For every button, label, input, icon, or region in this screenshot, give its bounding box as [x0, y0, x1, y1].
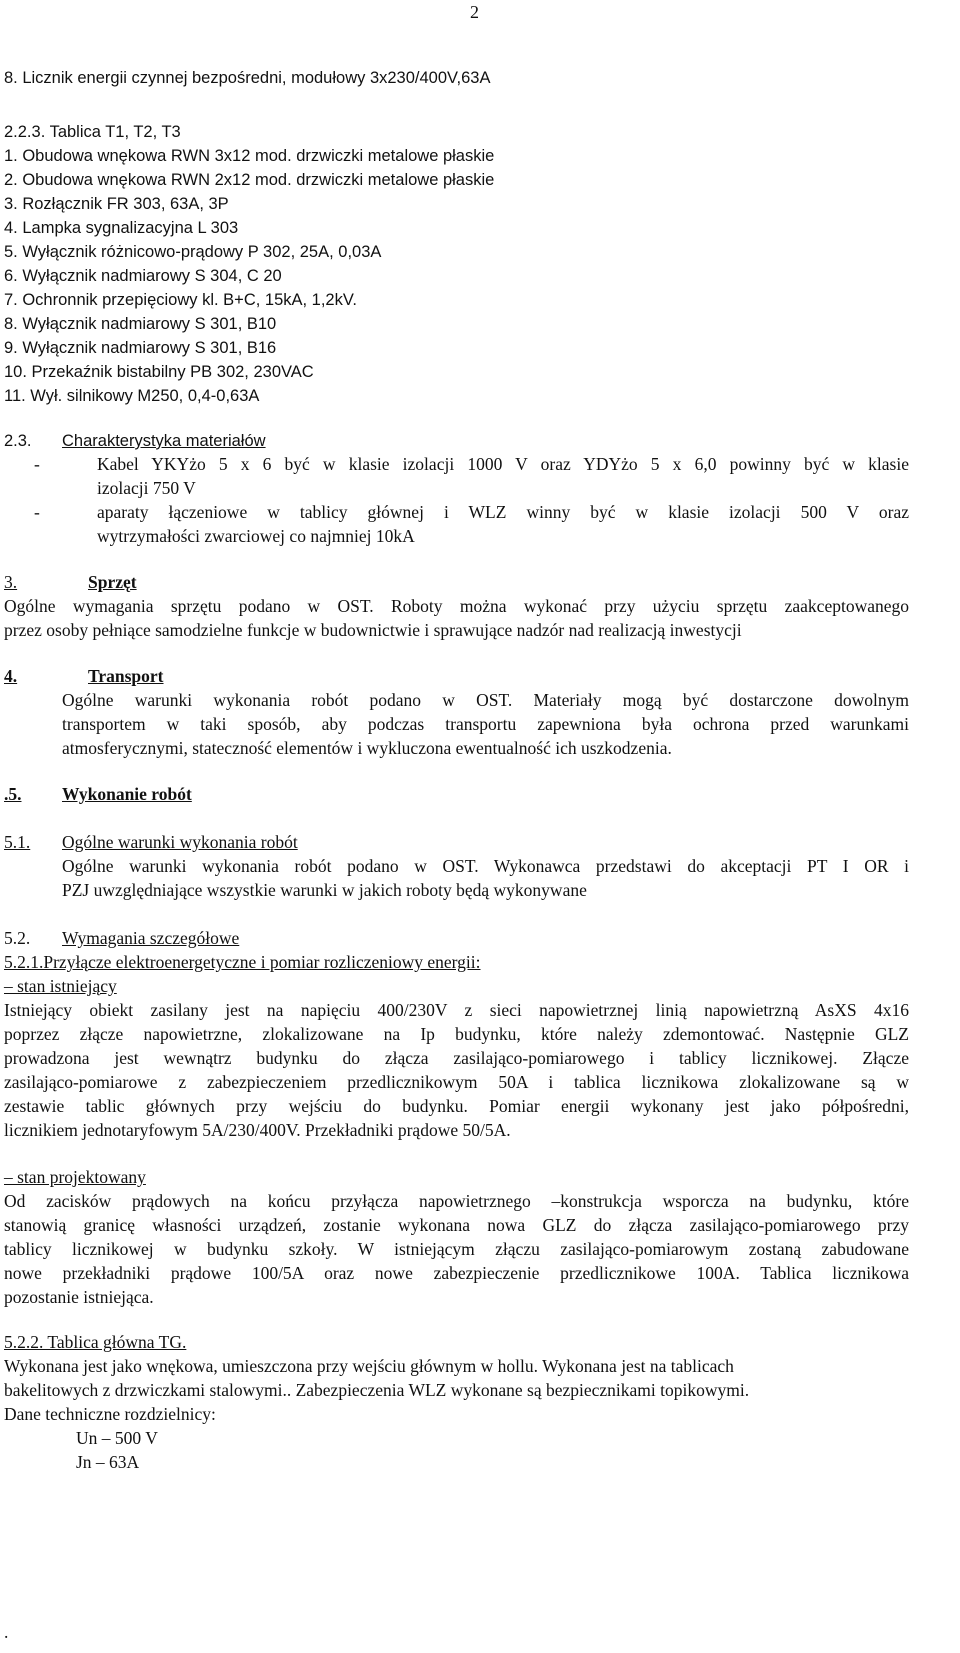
- bullet-text: aparaty łączeniowe w tablicy głównej i WLZ winny być w klasie izolacji 500 V oraz: [97, 502, 909, 522]
- section-5-2-2-title: 5.2.2. Tablica główna TG.: [4, 1332, 187, 1352]
- section-number: 5.1.: [4, 832, 31, 852]
- bullet-text: izolacji 750 V: [97, 478, 196, 498]
- spec-un: Un – 500 V: [76, 1428, 158, 1448]
- paragraph-line: licznikiem jednotaryfowym 5A/230/400V. Przekładniki prądowe 50/5A.: [4, 1120, 511, 1140]
- paragraph-line: prowadzona jest wewnątrz budynku do złącza zasilająco-pomiarowego i tablicy licznikowej. Złącze: [4, 1048, 909, 1068]
- section-title: Wykonanie robót: [62, 784, 192, 804]
- bullet-text: wytrzymałości zwarciowej co najmniej 10kA: [97, 526, 415, 546]
- page-number: 2: [470, 2, 479, 22]
- paragraph-line: Od zacisków prądowych na końcu przyłącza napowietrznego –konstrukcja wsporcza na budynku, które: [4, 1191, 909, 1211]
- list-item: 10. Przekaźnik bistabilny PB 302, 230VAC: [4, 363, 314, 381]
- paragraph-line: Ogólne warunki wykonania robót podano w OST. Materiały mogą być dostarczone dowolnym: [62, 690, 909, 710]
- paragraph-line: nowe przekładniki prądowe 100/5A oraz nowe zabezpieczenie przedlicznikowe 100A. Tablica licznikowa: [4, 1263, 909, 1283]
- paragraph-line: zestawie tablic głównych przy wejściu do budynku. Pomiar energii wykonany jest jako półpośredni,: [4, 1096, 909, 1116]
- list-item: 9. Wyłącznik nadmiarowy S 301, B16: [4, 339, 277, 357]
- section-3-heading: [4, 570, 137, 594]
- list-item: 1. Obudowa wnękowa RWN 3x12 mod. drzwiczki metalowe płaskie: [4, 147, 495, 165]
- list-item: 4. Lampka sygnalizacyjna L 303: [4, 219, 239, 237]
- bullet-dash: -: [34, 454, 40, 474]
- section-number: 3.: [4, 572, 18, 592]
- section-2-3-heading: [4, 428, 266, 453]
- spec-jn: Jn – 63A: [76, 1452, 140, 1472]
- paragraph-line: Wykonana jest jako wnękowa, umieszczona przy wejściu głównym w hollu. Wykonana jest na tablicach: [4, 1356, 734, 1376]
- section-4-heading: [4, 664, 164, 688]
- list-item: 11. Wył. silnikowy M250, 0,4-0,63A: [4, 387, 260, 405]
- paragraph-line: Ogólne warunki wykonania robót podano w OST. Wykonawca przedstawi do akceptacji PT I OR i: [62, 856, 909, 876]
- section-title: Wymagania szczegółowe: [62, 928, 240, 948]
- paragraph-line: transportem w taki sposób, aby podczas transportu zapewniona była ochrona przed warunkami: [62, 714, 909, 734]
- section-5-2-heading: [4, 926, 239, 950]
- subheading-projected: – stan projektowany: [4, 1167, 146, 1187]
- paragraph-line: Dane techniczne rozdzielnicy:: [4, 1404, 216, 1424]
- list-item: 7. Ochronnik przepięciowy kl. B+C, 15kA, 1,2kV.: [4, 291, 357, 309]
- paragraph-line: przez osoby pełniące samodzielne funkcje w budownictwie i sprawujące nadzór nad realizacją inwestycji: [4, 620, 742, 640]
- paragraph-line: Istniejący obiekt zasilany jest na napięciu 400/230V z sieci napowietrznej linią napowietrzną AsXS 4x16: [4, 1000, 909, 1020]
- paragraph-line: Ogólne wymagania sprzętu podano w OST. Roboty można wykonać przy użyciu sprzętu zaakceptowanego: [4, 596, 909, 616]
- paragraph-line: PZJ uwzględniające wszystkie warunki w jakich roboty będą wykonywane: [62, 880, 587, 900]
- section-5-2-1-title: 5.2.1.Przyłącze elektroenergetyczne i pomiar rozliczeniowy energii:: [4, 952, 481, 972]
- section-number: .5.: [4, 784, 22, 804]
- footer-dot: .: [4, 1622, 9, 1642]
- section-title: Charakterystyka materiałów: [62, 432, 266, 450]
- subheading-existing: – stan istniejący: [4, 976, 117, 996]
- paragraph-line: zasilająco-pomiarowe z zabezpieczeniem przedlicznikowym 50A i tablica licznikowa zlokalizowane są w: [4, 1072, 909, 1092]
- list-item: 3. Rozłącznik FR 303, 63A, 3P: [4, 195, 229, 213]
- list-item: 5. Wyłącznik różnicowo-prądowy P 302, 25A, 0,03A: [4, 243, 382, 261]
- section-title: Sprzęt: [88, 572, 137, 592]
- paragraph-line: tablicy licznikowej w budynku szkoły. W istniejącym złączu zasilająco-pomiarowym zostaną zabudowane: [4, 1239, 909, 1259]
- item-8-meter: 8. Licznik energii czynnej bezpośredni, modułowy 3x230/400V,63A: [4, 69, 491, 87]
- section-number: 4.: [4, 666, 18, 686]
- paragraph-line: pozostanie istniejąca.: [4, 1287, 154, 1307]
- bullet-text: Kabel YKYżo 5 x 6 być w klasie izolacji 1000 V oraz YDYżo 5 x 6,0 powinny być w klasie: [97, 454, 909, 474]
- paragraph-line: atmosferycznymi, stateczność elementów i wykluczona ewentualność ich uszkodzenia.: [62, 738, 672, 758]
- paragraph-line: bakelitowych z drzwiczkami stalowymi.. Zabezpieczenia WLZ wykonane są bezpiecznikami topikowymi.: [4, 1380, 750, 1400]
- section-number: 2.3.: [4, 432, 32, 450]
- section-title: Ogólne warunki wykonania robót: [62, 832, 298, 852]
- list-item: 6. Wyłącznik nadmiarowy S 304, C 20: [4, 267, 282, 285]
- section-2-2-3-title: 2.2.3. Tablica T1, T2, T3: [4, 123, 181, 141]
- list-item: 8. Wyłącznik nadmiarowy S 301, B10: [4, 315, 277, 333]
- paragraph-line: poprzez złącze napowietrzne, zlokalizowane na Ip budynku, które należy zdemontować. Następnie GLZ: [4, 1024, 909, 1044]
- section-title: Transport: [88, 666, 164, 686]
- paragraph-line: stanowią granicę własności urządzeń, zostanie wykonana nowa GLZ do złącza zasilająco-pomiarowego przy: [4, 1215, 909, 1235]
- bullet-dash: -: [34, 502, 40, 522]
- section-5-heading: [4, 782, 192, 806]
- list-item: 2. Obudowa wnękowa RWN 2x12 mod. drzwiczki metalowe płaskie: [4, 171, 495, 189]
- section-number: 5.2.: [4, 928, 31, 948]
- section-5-1-heading: [4, 830, 298, 854]
